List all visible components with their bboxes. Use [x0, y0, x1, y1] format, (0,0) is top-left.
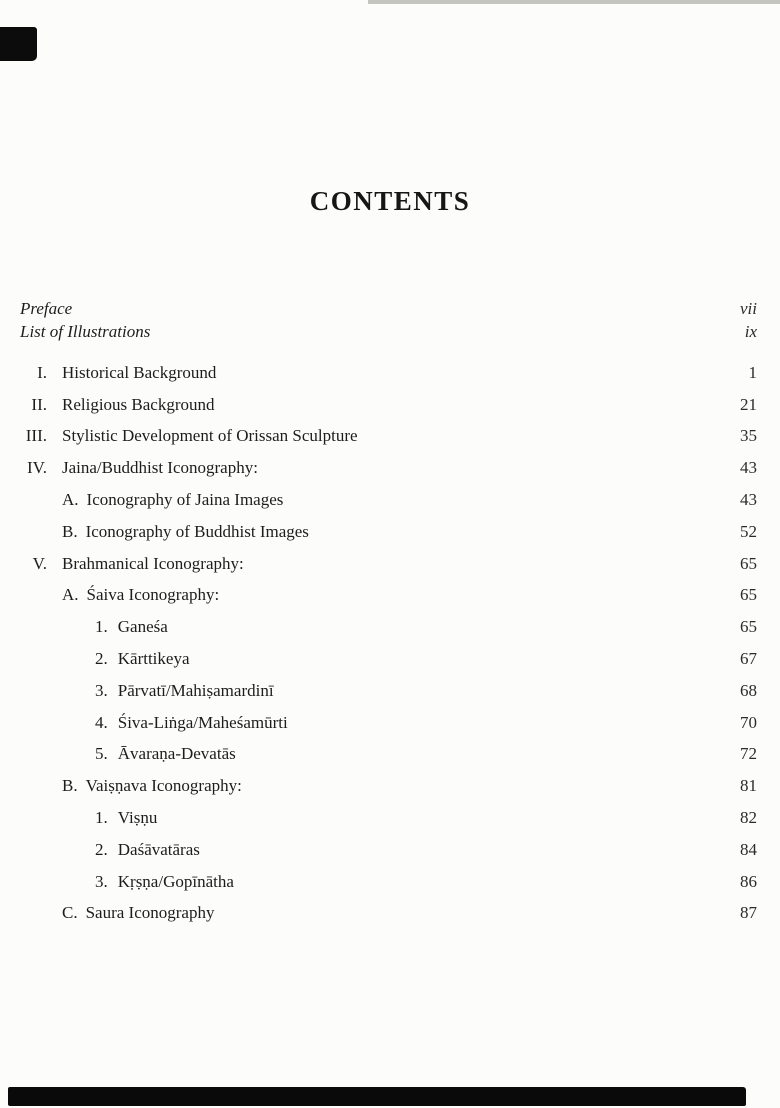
entry-number: 3. [95, 680, 108, 700]
toc-row [20, 357, 757, 389]
entry-number: 1. [95, 808, 108, 828]
toc-row [20, 675, 757, 707]
entry-page: 67 [740, 649, 757, 669]
entry-number: 1. [95, 617, 108, 637]
entry-number: I. [37, 362, 47, 382]
entry-label: Daśāvatāras [117, 839, 200, 859]
toc-row [20, 898, 757, 930]
toc-row [20, 580, 757, 612]
entry-label: Kṛṣṇa/Gopīnātha [117, 871, 234, 891]
toc-row [20, 484, 757, 516]
entry-number: 5. [95, 744, 108, 764]
entry-number: A. [62, 490, 79, 510]
entry-label: Jaina/Buddhist Iconography: [62, 458, 258, 478]
scan-artifact-top-left [0, 27, 37, 61]
entry-page: 43 [740, 458, 757, 478]
front-matter-row [20, 320, 757, 343]
toc-row [20, 643, 757, 675]
entry-number: 2. [95, 649, 108, 669]
front-matter-row [20, 297, 757, 320]
entry-label: Viṣṇu [117, 808, 158, 828]
entry-number: C. [62, 903, 78, 923]
entry-page: 65 [740, 617, 757, 637]
entry-label: Religious Background [62, 394, 215, 414]
toc-row [20, 866, 757, 898]
front-label: Preface [20, 298, 73, 318]
entry-page: 86 [740, 871, 757, 891]
front-page: vii [740, 298, 757, 318]
entry-label: Pārvatī/Mahiṣamardinī [117, 680, 274, 700]
entry-label: Brahmanical Iconography: [62, 553, 244, 573]
entry-label: Kārttikeya [117, 649, 190, 669]
entry-page: 43 [740, 490, 757, 510]
entry-label: Vaiṣṇava Iconography: [85, 776, 242, 796]
entry-number: 4. [95, 712, 108, 732]
entry-page: 65 [740, 553, 757, 573]
toc-row [20, 770, 757, 802]
entry-label: Iconography of Jaina Images [86, 490, 284, 510]
entry-label: Historical Background [62, 362, 217, 382]
entry-number: B. [62, 521, 78, 541]
entry-label: Stylistic Development of Orissan Sculpture [62, 426, 358, 446]
entry-page: 68 [740, 680, 757, 700]
entry-number: B. [62, 776, 78, 796]
scan-artifact-bottom [8, 1087, 746, 1106]
entry-number: IV. [27, 458, 47, 478]
entry-page: 1 [748, 362, 757, 382]
toc-row [20, 834, 757, 866]
entry-page: 84 [740, 839, 757, 859]
front-page: ix [744, 321, 757, 341]
entry-number: A. [62, 585, 79, 605]
entry-number: 2. [95, 839, 108, 859]
toc-row [20, 611, 757, 643]
entry-label: Śiva-Liṅga/Maheśamūrti [117, 712, 288, 732]
page-title: CONTENTS [309, 186, 471, 216]
entry-page: 87 [740, 903, 757, 923]
toc-entries [0, 357, 780, 929]
entry-number: 3. [95, 871, 108, 891]
toc-row [20, 707, 757, 739]
toc-row [20, 739, 757, 771]
scan-artifact-top-edge [368, 0, 780, 4]
entry-number: III. [25, 426, 47, 446]
entry-page: 21 [740, 394, 757, 414]
entry-page: 65 [740, 585, 757, 605]
entry-label: Āvaraṇa-Devatās [117, 744, 236, 764]
entry-label: Saura Iconography [85, 903, 215, 923]
entry-page: 72 [740, 744, 757, 764]
entry-page: 52 [740, 521, 757, 541]
entry-page: 82 [740, 808, 757, 828]
entry-page: 81 [740, 776, 757, 796]
entry-page: 70 [740, 712, 757, 732]
toc-row [20, 452, 757, 484]
toc-row [20, 389, 757, 421]
entry-number: II. [31, 394, 47, 414]
entry-number: V. [32, 553, 47, 573]
entry-label: Ganeśa [117, 617, 168, 637]
toc-row [20, 548, 757, 580]
toc-row [20, 802, 757, 834]
toc-row [20, 516, 757, 548]
entry-page: 35 [740, 426, 757, 446]
entry-label: Śaiva Iconography: [86, 585, 220, 605]
toc-row [20, 421, 757, 453]
front-label: List of Illustrations [20, 321, 151, 341]
entry-label: Iconography of Buddhist Images [85, 521, 309, 541]
front-matter [0, 297, 780, 343]
